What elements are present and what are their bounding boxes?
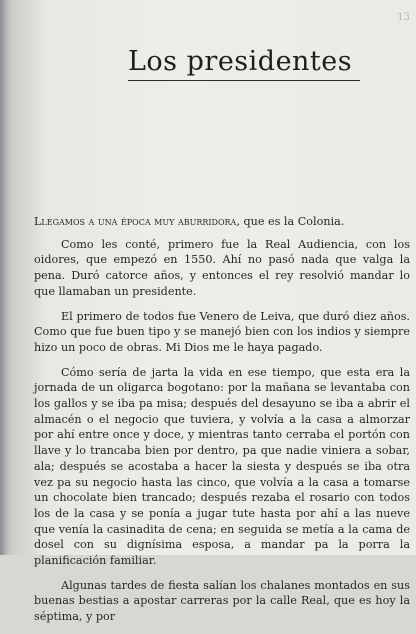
book-spine-shadow	[0, 0, 14, 555]
page-number: 13	[397, 12, 410, 23]
opening-smallcaps: Llegamos a una época muy aburridora,	[34, 215, 240, 228]
paragraph-horse-races: Algunas tardes de fiesta salían los chalanes montados en sus buenas bestias a apostar carreras por la calle Real, que es hoy la séptima, y por	[34, 578, 410, 624]
paragraph-venero-de-leiva: El primero de todos fue Venero de Leiva, que duró diez años. Como que fue buen tipo y se manejó bien con los indios y siempre hizo un poco de obras. Mi Dios me le haya pagado.	[34, 309, 410, 354]
paragraph-audiencia: Como les conté, primero fue la Real Audiencia, con los oidores, que empezó en 1550. Ahí no pasó nada que valga la pena. Duró catorce años, y entonces el rey resolvió mandar lo que llamaban un presidente.	[34, 237, 410, 298]
chapter-body	[34, 214, 410, 634]
paragraph-daily-routine: Cómo sería de jarta la vida en ese tiempo, que esta era la jornada de un oligarca bogotano: por la mañana se levantaba con los gallos y se iba pa misa; después del desayuno se iba a abrir el almacén o el negocio que tuviera, y volvía a la casa a almorzar por ahí entre once y doce, y mientras tanto cerraba el portón con llave y lo trancaba bien por dentro, pa que nadie viniera a sobar, ala; después se acostaba a hacer la siesta y después se iba otra vez pa su negocio hasta las cinco, que volvía a la casa a tomarse un chocolate bien trancado; después rezaba el rosario con todos los de la casa y se ponía a jugar tute hasta por ahí a las nueve que venía la casinadita de cena; en seguida se metía a la cama de dosel con su dignísima esposa, a mandar pa la porra la planificación familiar.	[34, 365, 410, 568]
chapter-title: Los presidentes	[128, 46, 353, 77]
book-page	[14, 0, 416, 624]
opening-paragraph	[34, 214, 410, 230]
title-underline	[128, 80, 360, 81]
opening-rest: que es la Colonia.	[239, 215, 345, 228]
